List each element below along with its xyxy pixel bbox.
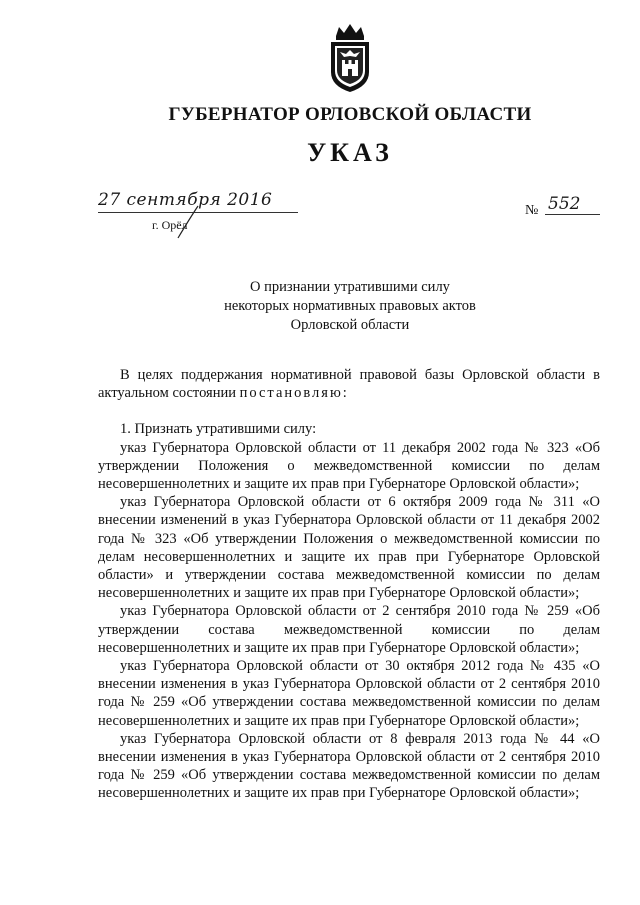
orel-region-coat-of-arms-icon <box>327 22 373 94</box>
number-underline <box>545 214 600 215</box>
decree-word: постановляю <box>239 385 343 402</box>
intro-colon: : <box>342 385 347 402</box>
act-paragraph: указ Губернатора Орловской области от 6 октября 2009 года № 311 «О внесении изменений в указ Губернатора Орловской области от 11 декабря 2002 года № 323 «Об утверждении Положения о межведомственной комиссии по делам несовершеннолетних и защите их прав при Губернаторе Орловской области» и утверждении состава межведомственной комиссии по делам несовершеннолетних и защите их прав при Губернаторе Орловской области»; <box>98 494 600 602</box>
subject-line: некоторых нормативных правовых актов <box>224 298 476 314</box>
document-body <box>98 366 600 803</box>
intro-text: В целях поддержания нормативной правовой базы Орловской области в актуальном состоянии <box>98 367 600 402</box>
document-subject <box>200 278 500 335</box>
document-number: 552 <box>548 194 581 214</box>
act-paragraph: указ Губернатора Орловской области от 2 сентября 2010 года № 259 «Об утверждении состава межведомственной комиссии по делам несовершеннолетних и защите их прав при Губернаторе Орловской области»; <box>98 603 600 656</box>
act-paragraph: указ Губернатора Орловской области от 30 октября 2012 года № 435 «О внесении изменения в указ Губернатора Орловской области от 2 сентября 2010 года № 259 «Об утверждении состава межведомственной комиссии по делам несовершеннолетних и защите их прав при Губернаторе Орловской области»; <box>98 658 600 729</box>
city: г. Орёл <box>152 218 188 232</box>
governor-title: ГУБЕРНАТОР ОРЛОВСКОЙ ОБЛАСТИ <box>168 104 532 125</box>
intro-paragraph <box>98 366 600 402</box>
act-paragraph: указ Губернатора Орловской области от 8 февраля 2013 года № 44 «О внесении изменения в указ Губернатора Орловской области от 2 сентября 2010 года № 259 «Об утверждении состава межведомственной комиссии по делам несовершеннолетних и защите их прав при Губернаторе Орловской области»; <box>98 730 600 802</box>
subject-line: О признании утратившими силу <box>250 279 450 295</box>
document-date: 27 сентября 2016 <box>98 190 273 210</box>
number-label: № <box>525 203 539 218</box>
subject-line: Орловской области <box>290 317 410 333</box>
document-type: УКАЗ <box>307 138 393 167</box>
item-heading: 1. Признать утратившими силу: <box>120 421 317 438</box>
act-paragraph: указ Губернатора Орловской области от 11 декабря 2002 года № 323 «Об утверждении Положения о межведомственной комиссии по делам несовершеннолетних и защите их прав при Губернаторе Орловской области»; <box>98 439 600 493</box>
